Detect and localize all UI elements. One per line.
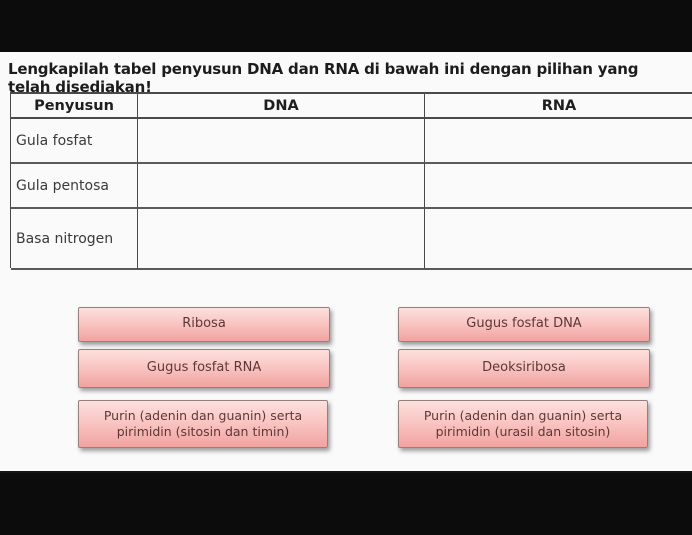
column-header-rna: RNA bbox=[425, 94, 692, 119]
drop-cell-dna-gula-fosfat[interactable] bbox=[138, 119, 425, 164]
worksheet-instruction: Lengkapilah tabel penyusun DNA dan RNA di bawah ini dengan pilihan yang telah disediakan! bbox=[8, 60, 639, 96]
drop-cell-dna-basa-nitrogen[interactable] bbox=[138, 209, 425, 270]
option-button-gugus-fosfat-rna[interactable]: Gugus fosfat RNA bbox=[78, 349, 330, 388]
row-label-gula-fosfat: Gula fosfat bbox=[11, 119, 138, 164]
column-header-dna: DNA bbox=[138, 94, 425, 119]
row-label-gula-pentosa: Gula pentosa bbox=[11, 164, 138, 209]
row-label-basa-nitrogen: Basa nitrogen bbox=[11, 209, 138, 270]
option-button-purin-pirimidin-rna[interactable]: Purin (adenin dan guanin) serta pirimidin (urasil dan sitosin) bbox=[398, 400, 648, 448]
dna-rna-table bbox=[10, 92, 692, 268]
drop-cell-rna-gula-fosfat[interactable] bbox=[425, 119, 692, 164]
letterbox-bottom bbox=[0, 471, 692, 535]
drop-cell-dna-gula-pentosa[interactable] bbox=[138, 164, 425, 209]
column-header-penyusun: Penyusun bbox=[11, 94, 138, 119]
option-button-gugus-fosfat-dna[interactable]: Gugus fosfat DNA bbox=[398, 307, 650, 342]
letterbox-top bbox=[0, 0, 692, 54]
drop-cell-rna-basa-nitrogen[interactable] bbox=[425, 209, 692, 270]
option-button-deoksiribosa[interactable]: Deoksiribosa bbox=[398, 349, 650, 388]
worksheet-page bbox=[0, 52, 692, 471]
drop-cell-rna-gula-pentosa[interactable] bbox=[425, 164, 692, 209]
option-button-ribosa[interactable]: Ribosa bbox=[78, 307, 330, 342]
option-button-purin-pirimidin-dna[interactable]: Purin (adenin dan guanin) serta pirimidin (sitosin dan timin) bbox=[78, 400, 328, 448]
